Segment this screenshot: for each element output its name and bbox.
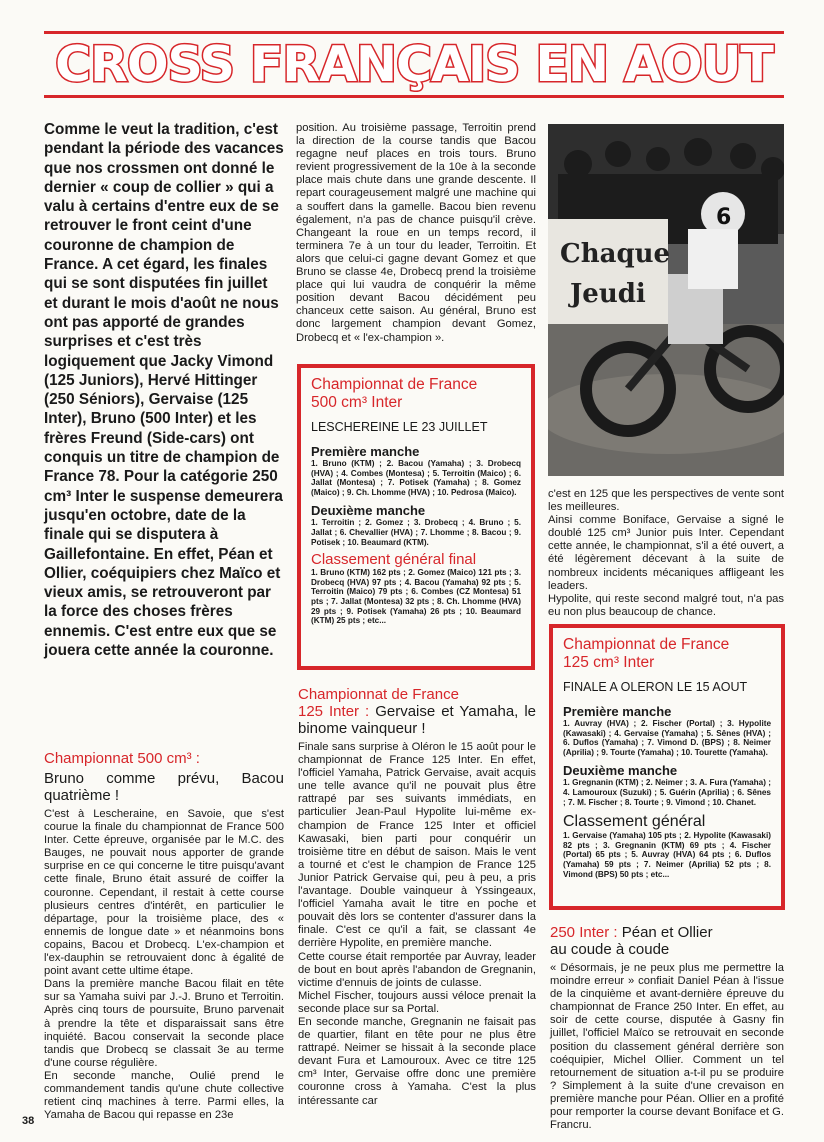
section-500-heading: Bruno comme prévu, Bacou quatrième ! bbox=[44, 770, 284, 804]
box-125-heat1-results: 1. Auvray (HVA) ; 2. Fischer (Portal) ; 3. Hypolite (Kawasaki) ; 4. Gervaise (Yamaha) ; 5. Sênes (HVA) ; 6. Duflos (Yamaha) ; 7. Vimond D. (BPS) ; 8. Neimer (Aprilia) ; 9. Tourte (Yamaha) ; 10. Tourette (Yamaha). bbox=[563, 719, 771, 757]
rider-number: 6 bbox=[716, 205, 732, 230]
box-500-title2: 500 cm³ Inter bbox=[311, 394, 403, 411]
section-250-heading2: au coude à coude bbox=[550, 941, 670, 958]
lead-paragraph: Comme le veut la tradition, c'est pendant la période des vacances que nos crossmen ont donné le dernier « coup de collier » qui a valu à certains d'entre eux de se retrouver le front ceint d'une couronne de champion de France. A cet égard, les finales qui se sont disputées fin juillet et durant le mois d'août ne nous ont pas apporté de grandes surprises et c'est très logiquement que Jacky Vimond (125 Juniors), Hervé Hittinger (250 Séniors), Gervaise (125 Inter), Bruno (500 Inter) et les frères Freund (Side-cars) ont conquis un titre de champion de France 78. Pour la catégorie 250 cm³ Inter le suspense demeurera jusqu'en octobre, date de la finale qui se disputera à Gaillefontaine. En effet, Péan et Ollier, coéquipiers chez Maïco et vieux amis, se retrouveront par la force des choses frères ennemis. C'est entre eux que se jouera cette année la couronne. bbox=[44, 121, 284, 660]
box-500-heat1-results: 1. Bruno (KTM) ; 2. Bacou (Yamaha) ; 3. Drobecq (HVA) ; 4. Combes (Montesa) ; 5. Terroitin (Maico) ; 6. Jallat (Montesa) ; 7. Potisek (Yamaha) ; 8. Gomez (Maico) ; 9. Ch. Lhomme (HVA) ; 10. Pedrosa (Maico). bbox=[311, 459, 521, 497]
section-125-continued bbox=[548, 488, 784, 619]
section-500-p1: C'est à Lescheraine, en Savoie, que s'est courue la finale du championnat de France 500 Inter. Cette épreuve, organisée par le M.C. des Bauges, ne pouvait nous apporter de grande surprise en ce qui concerne le titre puisqu'avant cette finale, Bruno était assuré de coiffer la couronne. Cependant, il restait à cette course plusieurs centres d'intérêt, en particulier le départage, pour la troisième place, des « ennemis de longue date » et néanmoins bons copains, Bacou et Drobecq. L'ex-champion et l'ex-dauphin se retrouvaient donc à égalité de point avant cette ultime étape. bbox=[44, 808, 284, 978]
section-125-p2: Cette course était remportée par Auvray, leader de bout en bout après l'abandon de Gregnanin, victime d'ennuis de joints de culasse. bbox=[298, 950, 536, 989]
section-125-p3: Michel Fischer, toujours aussi véloce prenait la seconde place sur sa Portal. bbox=[298, 989, 536, 1015]
section-125-p5: c'est en 125 que les perspectives de vente sont les meilleures. bbox=[548, 488, 784, 514]
section-250-p1: « Désormais, je ne peux plus me permettre la moindre erreur » confiait Daniel Péan à l'issue de la cinquième et avant-dernière épreuve du championnat de France 250 Inter. En effet, au soir de cette course, disputée à Gasny fin juillet, l'officiel Maïco se retrouvait en seconde position du classement général derrière son coéquipier, Michel Ollier. Comment un tel retournement de situation a-t-il pu se produire ? Simplement à la suite d'une crevaison en première manche pour Péan. Ollier en a profité pour remporter la course devant Boniface et G. Francru. bbox=[550, 962, 784, 1132]
section-125-p7: Hypolite, qui reste second malgré tout, n'a pas eu non plus beaucoup de chance. bbox=[548, 592, 784, 618]
section-500-p2: Dans la première manche Bacou filait en tête sur sa Yamaha suivi par J.-J. Bruno et Terroitin. Après cinq tours de poursuite, Bruno parvenait à prendre la tête et disparaissait sans être inquiété. Bacou conservait la seconde place tandis que Drobecq se classait 3e au terme d'une course régulière. bbox=[44, 978, 284, 1069]
section-500-continued bbox=[296, 122, 536, 345]
box-125-general-heading: Classement général bbox=[563, 813, 706, 831]
top-rule bbox=[44, 31, 784, 34]
page-title: CROSS FRANÇAIS EN AOUT bbox=[55, 36, 773, 93]
box-125-heat2-heading: Deuxième manche bbox=[563, 763, 678, 779]
box-500-heat2-results: 1. Terroitin ; 2. Gomez ; 3. Drobecq ; 4. Bruno ; 5. Jallat ; 6. Chevallier (HVA) ; 7. Lhomme ; 8. Bacou ; 9. Potisek ; 10. Beaumard (KTM). bbox=[311, 518, 521, 547]
section-125-kicker1: Championnat de France bbox=[298, 686, 459, 703]
section-500 bbox=[44, 750, 284, 1122]
box-500-heat2-heading: Deuxième manche bbox=[311, 503, 426, 519]
section-125 bbox=[298, 686, 536, 1108]
section-250-heading1: Péan et Ollier bbox=[621, 924, 713, 941]
page-number: 38 bbox=[22, 1115, 35, 1127]
box-500-title1: Championnat de France bbox=[311, 376, 478, 393]
section-125-p6: Ainsi comme Boniface, Gervaise a signé le doublé 125 cm³ Junior puis Inter. Cependant cette année, le championnat, s'il a été ouvert, a été légèrement décevant à la suite de nombreux incidents mécaniques affligeant les leaders. bbox=[548, 514, 784, 592]
bottom-rule bbox=[44, 95, 784, 98]
results-box-500 bbox=[297, 364, 535, 670]
box-500-general-results: 1. Bruno (KTM) 162 pts ; 2. Gomez (Maico) 121 pts ; 3. Drobecq (HVA) 97 pts ; 4. Bacou (Yamaha) 92 pts ; 5. Terroitin (Maico) 79 pts ; 6. Combes (CZ Montesa) 51 pts ; 7. Jallat (Montesa) 32 pts ; 8. Ch. Lhomme (HVA) 29 pts ; 9. Potisek (Yamaha) 26 pts ; 10. Beaumard (KTM) 25 pts ; etc... bbox=[311, 568, 521, 626]
box-125-title1: Championnat de France bbox=[563, 636, 730, 653]
section-125-kicker2: 125 Inter : bbox=[298, 703, 370, 720]
section-250 bbox=[550, 924, 784, 1132]
section-125-heading: Gervaise et Yamaha, le binome vainqueur ! bbox=[298, 703, 537, 737]
box-125-general-results: 1. Gervaise (Yamaha) 105 pts ; 2. Hypolite (Kawasaki) 82 pts ; 3. Gregnanin (KTM) 69 pts ; 4. Fischer (Portal) 65 pts ; 5. Auvray (HVA) 64 pts ; 6. Duflos (Yamaha) 59 pts ; 7. Neimer (Aprilia) 52 pts ; 8. Vimond (BPS) 50 pts ; etc... bbox=[563, 831, 771, 879]
box-500-general-heading: Classement général final bbox=[311, 551, 477, 569]
box-125-heat1-heading: Première manche bbox=[563, 704, 672, 719]
section-125-p4: En seconde manche, Gregnanin ne faisait pas de quartier, filant en tête pour ne plus être rattrapé. Neimer se hissait à la seconde place devant Fura et Lamouroux. Avec ce titre 125 cm³ Inter, Gervaise offre donc une première couronne cross à Yamaha. C'est la plus intéressante car bbox=[298, 1015, 536, 1107]
section-125-p1: Finale sans surprise à Oléron le 15 août pour le championnat de France 125 Inter. En effet, l'officiel Yamaha, Patrick Gervaise, avait acquis une telle avance qu'il ne pouvait plus être rattrapé par ses suivants immédiats, en particulier Jean-Paul Hypolite lui-même ex-champion de France 125 Inter et officiel Kawasaki, bien parti pour conquérir un troisième titre en début de saison. Mais le vent a tourné et c'est le champion de France 125 Junior Patrick Gervaise qui, peu à peu, a pris l'avantage. Double vainqueur à Yssingeaux, l'officiel Yamaha avait le titre en poche et pouvait dès lors se contenter d'assurer dans la finale. C'est ce qu'il a fait, se classant 4e derrière Hypolite, en première manche. bbox=[298, 741, 536, 950]
box-125-title2: 125 cm³ Inter bbox=[563, 654, 655, 671]
box-500-heat1-heading: Première manche bbox=[311, 444, 420, 459]
section-500-p3: En seconde manche, Oulié prend le commandement tandis qu'une chute collective retient cinq machines à terre. Parmi elles, la Yamaha de Bacou qui repasse en 23e bbox=[44, 1069, 284, 1122]
banner-word-2: Jeudi bbox=[570, 279, 646, 309]
motocross-photo bbox=[548, 124, 784, 476]
section-500-kicker: Championnat 500 cm³ : bbox=[44, 750, 200, 767]
section-250-kicker: 250 Inter : bbox=[550, 924, 618, 941]
section-500-p4: position. Au troisième passage, Terroitin prend la direction de la course tandis que Bacou regagne neuf places en trois tours. Bruno revient progressivement de la 10e à la seconde place mais chute dans une grande descente. Il repart courageusement malgré une machine qui a souffert dans la gamelle. Bacou bien revenu également, n'a pas de chance puisqu'il crève. Changeant la roue en un temps record, il terminera 7e à un tour du leader, Terroitin. Et alors que celui-ci gagne devant Gomez et que Bruno se classe 4e, Drobecq prend la troisième place qui lui vaudra de conquérir la même position devant Bacou décidément peu chanceux cette saison. Au général, Bruno est donc largement champion devant Gomez, Drobecq et « l'ex-champion ». bbox=[296, 122, 536, 344]
box-500-subtitle: LESCHEREINE LE 23 JUILLET bbox=[311, 420, 488, 434]
results-box-125 bbox=[549, 624, 785, 910]
box-125-subtitle: FINALE A OLERON LE 15 AOUT bbox=[563, 680, 748, 694]
box-125-heat2-results: 1. Gregnanin (KTM) ; 2. Neimer ; 3. A. Fura (Yamaha) ; 4. Lamouroux (Suzuki) ; 5. Guérin (Aprilia) ; 6. Sênes ; 7. M. Fischer ; 8. Tourte ; 9. Vimond ; 10. Chanet. bbox=[563, 778, 771, 807]
banner-word-1: Chaque bbox=[560, 239, 671, 269]
photo-illustration bbox=[548, 124, 784, 476]
